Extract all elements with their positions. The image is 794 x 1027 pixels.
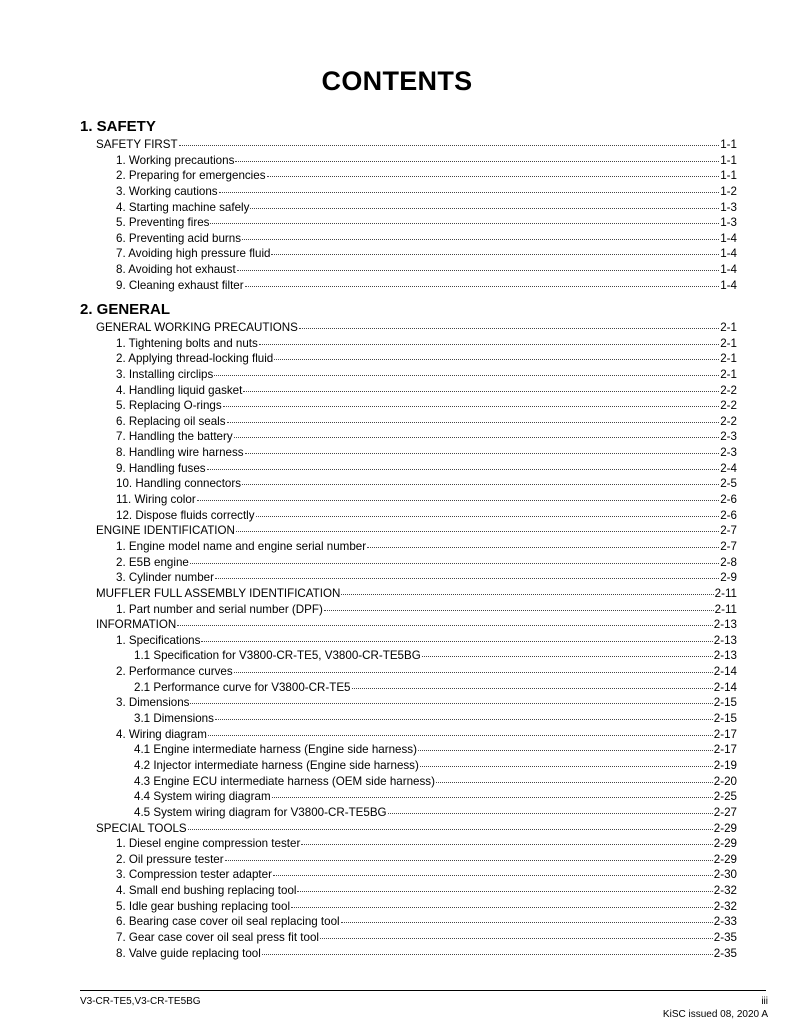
dot-leader xyxy=(210,213,719,224)
dot-leader xyxy=(352,678,713,689)
footer-divider xyxy=(80,990,766,991)
toc-entry-label: 4.2 Injector intermediate harness (Engine side harness) xyxy=(134,758,419,772)
toc-entry-label: 10. Handling connectors xyxy=(116,477,242,491)
dot-leader xyxy=(297,881,712,892)
toc-entry-page: 2-1 xyxy=(720,352,737,366)
toc-entry-label: 1. Working precautions xyxy=(116,153,235,167)
toc-entry-page: 1-1 xyxy=(720,169,737,183)
toc-entry-page: 2-9 xyxy=(720,571,737,585)
toc-entry-label: 2. Applying thread-locking fluid xyxy=(116,352,274,366)
toc-entry-label: 2. Preparing for emergencies xyxy=(116,169,266,183)
dot-leader xyxy=(197,490,720,501)
dot-leader xyxy=(190,693,712,704)
dot-leader xyxy=(250,198,719,209)
toc-entry-page: 2-2 xyxy=(720,383,737,397)
toc-entry-label: 8. Valve guide replacing tool xyxy=(116,946,261,960)
toc-entry-label: 7. Handling the battery xyxy=(116,430,233,444)
toc-entry-page: 2-6 xyxy=(720,508,737,522)
toc-entry-page: 2-27 xyxy=(713,805,737,819)
toc-entry-label: GENERAL WORKING PRECAUTIONS xyxy=(96,321,298,334)
toc-entry-page: 2-7 xyxy=(720,539,737,553)
toc-entry-page: 2-1 xyxy=(720,321,737,334)
dot-leader xyxy=(256,506,720,517)
toc-entry-page: 2-29 xyxy=(713,852,737,866)
toc-entry-page: 2-8 xyxy=(720,555,737,569)
toc-entry-label: 2. E5B engine xyxy=(116,555,189,569)
toc-entry-page: 2-1 xyxy=(720,336,737,350)
toc-entry-page: 2-32 xyxy=(713,884,737,898)
toc-entry-page: 1-4 xyxy=(720,263,737,277)
toc-entry-page: 2-3 xyxy=(720,430,737,444)
footer-page-number: iii xyxy=(761,996,768,1007)
dot-leader xyxy=(190,553,719,564)
toc-entry-label: 9. Handling fuses xyxy=(116,461,206,475)
dot-leader xyxy=(242,474,719,485)
toc-entry-page: 2-13 xyxy=(713,618,737,632)
toc-entry-label: 3. Cylinder number xyxy=(116,571,214,585)
toc-entry-label: 5. Idle gear bushing replacing tool xyxy=(116,899,291,913)
toc-entry-page: 2-2 xyxy=(720,399,737,413)
dot-leader xyxy=(299,318,719,329)
dot-leader xyxy=(267,166,720,177)
dot-leader xyxy=(341,912,713,923)
toc-entry-page: 2-29 xyxy=(713,821,737,835)
footer-model: V3-CR-TE5,V3-CR-TE5BG xyxy=(80,996,201,1007)
dot-leader xyxy=(320,928,713,939)
toc-entry-page: 2-29 xyxy=(713,837,737,851)
toc-entry-label: 8. Avoiding hot exhaust xyxy=(116,263,236,277)
toc-entry-label: 4.4 System wiring diagram xyxy=(134,790,271,804)
toc-entry-label: 1.1 Specification for V3800-CR-TE5, V3800-CR-TE5BG xyxy=(134,649,421,663)
dot-leader xyxy=(388,803,713,814)
toc-entry-page: 2-14 xyxy=(713,680,737,694)
toc-entry-label: 5. Preventing fires xyxy=(116,216,210,230)
toc-entry-label: 3. Compression tester adapter xyxy=(116,868,272,882)
toc-entry-label: 9. Cleaning exhaust filter xyxy=(116,278,244,292)
dot-leader xyxy=(422,646,713,657)
dot-leader xyxy=(215,709,713,720)
dot-leader xyxy=(274,349,719,360)
toc-entry-page: 2-15 xyxy=(713,712,737,726)
toc-entry-page: 2-13 xyxy=(713,633,737,647)
toc-entry-page: 2-25 xyxy=(713,790,737,804)
toc-entry-label: 1. Diesel engine compression tester xyxy=(116,837,301,851)
toc-entry-page: 2-14 xyxy=(713,665,737,679)
toc-entry-page: 2-11 xyxy=(714,602,737,616)
toc-entry-label: 3. Dimensions xyxy=(116,696,190,710)
toc-entry-label: 4. Handling liquid gasket xyxy=(116,383,243,397)
toc-entry-page: 1-1 xyxy=(720,153,737,167)
toc-entry-label: 8. Handling wire harness xyxy=(116,446,244,460)
dot-leader xyxy=(272,787,713,798)
dot-leader xyxy=(243,381,719,392)
dot-leader xyxy=(223,396,720,407)
toc-entry-label: 1. Specifications xyxy=(116,633,201,647)
toc-entry-page: 2-5 xyxy=(720,477,737,491)
toc-entry-page: 2-33 xyxy=(713,915,737,929)
dot-leader xyxy=(245,443,720,454)
dot-leader xyxy=(271,244,719,255)
toc-entry-label: ENGINE IDENTIFICATION xyxy=(96,524,235,538)
dot-leader xyxy=(259,334,719,345)
toc-entry-label: 7. Avoiding high pressure fluid xyxy=(116,247,271,261)
toc-entry-page: 2-19 xyxy=(713,758,737,772)
toc-entry-label: 4. Starting machine safely xyxy=(116,200,250,214)
dot-leader xyxy=(227,412,720,423)
dot-leader xyxy=(201,631,712,642)
toc-entry-label: INFORMATION xyxy=(96,618,177,632)
toc-entry-page: 2-17 xyxy=(713,727,737,741)
toc-entry-label: 4. Small end bushing replacing tool xyxy=(116,884,297,898)
dot-leader xyxy=(291,897,713,908)
dot-leader xyxy=(234,427,720,438)
toc-entry-page: 2-30 xyxy=(713,868,737,882)
toc-entry-page: 2-6 xyxy=(720,493,737,507)
dot-leader xyxy=(215,568,719,579)
toc-entry-page: 2-11 xyxy=(714,586,737,600)
dot-leader xyxy=(235,151,719,162)
dot-leader xyxy=(219,182,720,193)
toc-entry-label: 6. Replacing oil seals xyxy=(116,414,226,428)
dot-leader xyxy=(236,521,719,532)
toc-entry-label: 3. Installing circlips xyxy=(116,367,214,381)
toc-entry-page: 1-1 xyxy=(720,138,737,151)
dot-leader xyxy=(225,850,713,861)
toc-entry-page: 1-2 xyxy=(720,184,737,198)
toc-entry-page: 1-4 xyxy=(720,231,737,245)
dot-leader xyxy=(324,600,714,611)
dot-leader xyxy=(420,756,713,767)
dot-leader xyxy=(242,229,719,240)
dot-leader xyxy=(177,615,712,626)
toc-entry-label: 4. Wiring diagram xyxy=(116,727,207,741)
dot-leader xyxy=(208,725,713,736)
footer-issue: KiSC issued 08, 2020 A xyxy=(662,1009,768,1020)
dot-leader xyxy=(179,135,720,146)
toc-entry-page: 2-13 xyxy=(713,649,737,663)
toc-entry-page: 1-4 xyxy=(720,247,737,261)
toc-entry[interactable] xyxy=(96,278,737,294)
toc-entry-label: 4.1 Engine intermediate harness (Engine side harness) xyxy=(134,743,417,757)
toc-entry-label: 1. Tightening bolts and nuts xyxy=(116,336,258,350)
dot-leader xyxy=(341,584,713,595)
toc-entry-label: 4.5 System wiring diagram for V3800-CR-TE5BG xyxy=(134,805,387,819)
toc-entry-page: 2-2 xyxy=(720,414,737,428)
dot-leader xyxy=(207,459,720,470)
toc-entry-page: 1-3 xyxy=(720,216,737,230)
section-heading-safety: 1. SAFETY xyxy=(80,118,156,135)
dot-leader xyxy=(367,537,719,548)
toc-entry-label: SPECIAL TOOLS xyxy=(96,821,187,835)
dot-leader xyxy=(301,834,712,845)
toc-entry-label: 4.3 Engine ECU intermediate harness (OEM side harness) xyxy=(134,774,435,788)
dot-leader xyxy=(214,365,719,376)
dot-leader xyxy=(245,276,720,287)
toc-entry-page: 2-20 xyxy=(713,774,737,788)
toc-entry-label: 1. Engine model name and engine serial number xyxy=(116,539,367,553)
toc-entry-page: 2-35 xyxy=(713,946,737,960)
toc-entry-label: 2. Oil pressure tester xyxy=(116,852,224,866)
toc-entry-page: 2-35 xyxy=(713,930,737,944)
toc-entry-page: 1-3 xyxy=(720,200,737,214)
dot-leader xyxy=(273,865,713,876)
toc-entry-page: 1-4 xyxy=(720,278,737,292)
toc-entry[interactable] xyxy=(96,946,737,962)
toc-list-safety xyxy=(96,137,737,293)
section-heading-general: 2. GENERAL xyxy=(80,301,171,318)
toc-entry-label: 1. Part number and serial number (DPF) xyxy=(116,602,323,616)
toc-entry-label: SAFETY FIRST xyxy=(96,138,178,151)
dot-leader xyxy=(234,662,713,673)
toc-entry-label: 11. Wiring color xyxy=(116,493,196,507)
dot-leader xyxy=(237,260,720,271)
toc-list-general xyxy=(96,320,737,961)
toc-entry-label: 3. Working cautions xyxy=(116,184,218,198)
toc-entry-label: 7. Gear case cover oil seal press fit tool xyxy=(116,930,319,944)
toc-entry-page: 2-1 xyxy=(720,367,737,381)
toc-entry-label: 6. Preventing acid burns xyxy=(116,231,242,245)
toc-entry-page: 2-7 xyxy=(720,524,737,538)
dot-leader xyxy=(188,819,713,830)
toc-entry-label: 6. Bearing case cover oil seal replacing tool xyxy=(116,915,340,929)
toc-entry-page: 2-15 xyxy=(713,696,737,710)
toc-entry-label: 2. Performance curves xyxy=(116,665,233,679)
dot-leader xyxy=(436,772,713,783)
toc-entry-label: MUFFLER FULL ASSEMBLY IDENTIFICATION xyxy=(96,586,341,600)
toc-entry-label: 5. Replacing O-rings xyxy=(116,399,222,413)
toc-entry-page: 2-4 xyxy=(720,461,737,475)
dot-leader xyxy=(262,944,713,955)
toc-entry-page: 2-32 xyxy=(713,899,737,913)
dot-leader xyxy=(418,740,713,751)
toc-entry-page: 2-3 xyxy=(720,446,737,460)
toc-entry-label: 2.1 Performance curve for V3800-CR-TE5 xyxy=(134,680,351,694)
toc-entry-label: 3.1 Dimensions xyxy=(134,712,214,726)
toc-entry-label: 12. Dispose fluids correctly xyxy=(116,508,255,522)
toc-entry-page: 2-17 xyxy=(713,743,737,757)
page-title: CONTENTS xyxy=(321,66,473,96)
